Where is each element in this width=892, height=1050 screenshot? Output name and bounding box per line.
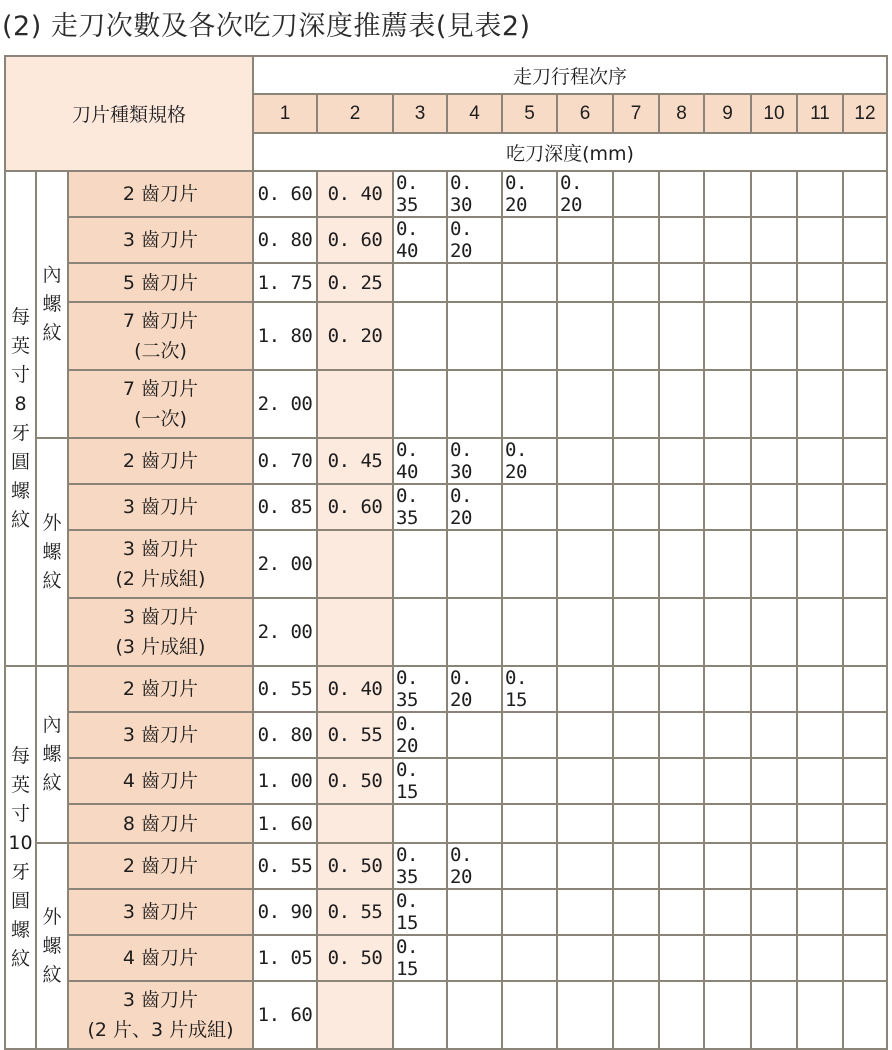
depth-value-pass-4: 0. 20 (447, 666, 502, 712)
subgroup-label: 內 螺 紋 (36, 171, 68, 438)
depth-value-pass-10 (751, 758, 797, 804)
group-label: 每 英 寸 10 牙 圓 螺 紋 (5, 666, 36, 1049)
blade-type: 3 齒刀片 (68, 889, 253, 935)
depth-value-pass-10 (751, 302, 797, 370)
depth-value-pass-3: 0. 40 (393, 217, 447, 263)
depth-value-pass-1: 0. 85 (253, 484, 317, 530)
depth-value-pass-1: 2. 00 (253, 598, 317, 666)
table-row (5, 758, 887, 804)
depth-value-pass-3: 0. 15 (393, 935, 447, 981)
depth-value-pass-12 (843, 758, 887, 804)
depth-value-pass-2: 0. 50 (317, 935, 393, 981)
depth-value-pass-11 (797, 530, 843, 598)
depth-value-pass-3: 0. 20 (393, 712, 447, 758)
depth-value-pass-9 (704, 758, 751, 804)
pass-number-5: 5 (502, 94, 557, 133)
depth-value-pass-3: 0. 35 (393, 171, 447, 217)
table-row (5, 530, 887, 598)
depth-value-pass-12 (843, 370, 887, 438)
depth-value-pass-3: 0. 35 (393, 484, 447, 530)
depth-value-pass-3: 0. 35 (393, 843, 447, 889)
table-row (5, 712, 887, 758)
depth-value-pass-9 (704, 935, 751, 981)
depth-value-pass-11 (797, 843, 843, 889)
depth-value-pass-9 (704, 530, 751, 598)
depth-value-pass-8 (659, 935, 704, 981)
depth-value-pass-10 (751, 217, 797, 263)
depth-value-pass-12 (843, 171, 887, 217)
blade-type: 7 齒刀片 (二次) (68, 302, 253, 370)
depth-value-pass-7 (613, 712, 659, 758)
depth-value-pass-8 (659, 598, 704, 666)
depth-value-pass-2: 0. 50 (317, 843, 393, 889)
depth-value-pass-10 (751, 438, 797, 484)
depth-value-pass-10 (751, 530, 797, 598)
depth-value-pass-12 (843, 804, 887, 843)
depth-value-pass-5 (502, 758, 557, 804)
depth-value-pass-6 (557, 302, 613, 370)
depth-value-pass-7 (613, 302, 659, 370)
depth-value-pass-9 (704, 666, 751, 712)
table-row (5, 438, 887, 484)
depth-value-pass-6 (557, 217, 613, 263)
depth-value-pass-9 (704, 302, 751, 370)
pass-number-10: 10 (751, 94, 797, 133)
table-row (5, 843, 887, 889)
depth-value-pass-1: 1. 60 (253, 981, 317, 1049)
header-depth-label: 吃刀深度(mm) (253, 133, 887, 171)
depth-value-pass-3 (393, 530, 447, 598)
depth-value-pass-5 (502, 843, 557, 889)
depth-value-pass-8 (659, 171, 704, 217)
depth-value-pass-1: 0. 60 (253, 171, 317, 217)
depth-value-pass-3: 0. 40 (393, 438, 447, 484)
depth-value-pass-8 (659, 981, 704, 1049)
blade-type: 3 齒刀片 (2 片、3 片成組) (68, 981, 253, 1049)
depth-value-pass-10 (751, 981, 797, 1049)
depth-value-pass-12 (843, 889, 887, 935)
depth-value-pass-11 (797, 804, 843, 843)
depth-value-pass-1: 1. 00 (253, 758, 317, 804)
depth-value-pass-7 (613, 666, 659, 712)
depth-value-pass-5 (502, 484, 557, 530)
table-row (5, 935, 887, 981)
cutting-depth-table (4, 55, 888, 1050)
pass-number-3: 3 (393, 94, 447, 133)
blade-type: 3 齒刀片 (3 片成組) (68, 598, 253, 666)
depth-value-pass-12 (843, 302, 887, 370)
subgroup-label: 外 螺 紋 (36, 438, 68, 666)
depth-value-pass-5 (502, 712, 557, 758)
blade-type: 3 齒刀片 (2 片成組) (68, 530, 253, 598)
table-row (5, 263, 887, 302)
depth-value-pass-9 (704, 889, 751, 935)
depth-value-pass-7 (613, 758, 659, 804)
depth-value-pass-4 (447, 598, 502, 666)
depth-value-pass-11 (797, 370, 843, 438)
depth-value-pass-8 (659, 530, 704, 598)
depth-value-pass-6 (557, 804, 613, 843)
depth-value-pass-10 (751, 843, 797, 889)
depth-value-pass-4 (447, 981, 502, 1049)
depth-value-pass-11 (797, 889, 843, 935)
table-row (5, 484, 887, 530)
depth-value-pass-5: 0. 20 (502, 171, 557, 217)
page-title: (2) 走刀次數及各次吃刀深度推薦表(見表2) (2, 11, 531, 42)
table-row (5, 666, 887, 712)
depth-value-pass-4 (447, 263, 502, 302)
table-row (5, 804, 887, 843)
blade-type: 2 齒刀片 (68, 843, 253, 889)
depth-value-pass-7 (613, 981, 659, 1049)
depth-value-pass-10 (751, 370, 797, 438)
pass-number-6: 6 (557, 94, 613, 133)
depth-value-pass-6 (557, 935, 613, 981)
depth-value-pass-9 (704, 712, 751, 758)
depth-value-pass-1: 0. 80 (253, 712, 317, 758)
pass-number-9: 9 (704, 94, 751, 133)
depth-value-pass-7 (613, 484, 659, 530)
depth-value-pass-2 (317, 981, 393, 1049)
depth-value-pass-4 (447, 712, 502, 758)
depth-value-pass-10 (751, 804, 797, 843)
header-spec-label: 刀片種類規格 (5, 56, 253, 171)
depth-value-pass-11 (797, 484, 843, 530)
depth-value-pass-7 (613, 171, 659, 217)
depth-value-pass-11 (797, 263, 843, 302)
blade-type: 2 齒刀片 (68, 666, 253, 712)
depth-value-pass-5 (502, 889, 557, 935)
depth-value-pass-5 (502, 217, 557, 263)
depth-value-pass-6 (557, 263, 613, 302)
depth-value-pass-7 (613, 889, 659, 935)
depth-value-pass-8 (659, 370, 704, 438)
depth-value-pass-1: 1. 05 (253, 935, 317, 981)
depth-value-pass-1: 1. 80 (253, 302, 317, 370)
table-row (5, 217, 887, 263)
depth-value-pass-6 (557, 981, 613, 1049)
depth-value-pass-2: 0. 60 (317, 484, 393, 530)
blade-type: 4 齒刀片 (68, 935, 253, 981)
depth-value-pass-12 (843, 598, 887, 666)
depth-value-pass-10 (751, 889, 797, 935)
depth-value-pass-12 (843, 438, 887, 484)
blade-type: 3 齒刀片 (68, 217, 253, 263)
depth-value-pass-7 (613, 370, 659, 438)
depth-value-pass-8 (659, 484, 704, 530)
depth-value-pass-4 (447, 758, 502, 804)
depth-value-pass-2: 0. 50 (317, 758, 393, 804)
depth-value-pass-2: 0. 55 (317, 712, 393, 758)
blade-type: 8 齒刀片 (68, 804, 253, 843)
depth-value-pass-12 (843, 484, 887, 530)
depth-value-pass-10 (751, 666, 797, 712)
depth-value-pass-12 (843, 530, 887, 598)
depth-value-pass-11 (797, 217, 843, 263)
depth-value-pass-12 (843, 217, 887, 263)
depth-value-pass-9 (704, 171, 751, 217)
depth-value-pass-8 (659, 302, 704, 370)
blade-type: 3 齒刀片 (68, 484, 253, 530)
depth-value-pass-9 (704, 598, 751, 666)
depth-value-pass-11 (797, 438, 843, 484)
depth-value-pass-9 (704, 843, 751, 889)
depth-value-pass-1: 0. 90 (253, 889, 317, 935)
table-row (5, 370, 887, 438)
depth-value-pass-11 (797, 666, 843, 712)
depth-value-pass-12 (843, 843, 887, 889)
depth-value-pass-10 (751, 598, 797, 666)
table-row (5, 981, 887, 1049)
depth-value-pass-4: 0. 20 (447, 217, 502, 263)
blade-type: 4 齒刀片 (68, 758, 253, 804)
subgroup-label: 外 螺 紋 (36, 843, 68, 1049)
pass-number-7: 7 (613, 94, 659, 133)
depth-value-pass-8 (659, 804, 704, 843)
depth-value-pass-5 (502, 370, 557, 438)
depth-value-pass-3 (393, 263, 447, 302)
depth-value-pass-11 (797, 935, 843, 981)
depth-value-pass-1: 0. 80 (253, 217, 317, 263)
depth-value-pass-8 (659, 438, 704, 484)
table-row (5, 889, 887, 935)
depth-value-pass-2: 0. 45 (317, 438, 393, 484)
depth-value-pass-8 (659, 712, 704, 758)
depth-value-pass-9 (704, 263, 751, 302)
depth-value-pass-1: 0. 70 (253, 438, 317, 484)
depth-value-pass-3 (393, 598, 447, 666)
depth-value-pass-6 (557, 666, 613, 712)
depth-value-pass-1: 2. 00 (253, 530, 317, 598)
depth-value-pass-9 (704, 370, 751, 438)
depth-value-pass-5 (502, 935, 557, 981)
depth-value-pass-10 (751, 171, 797, 217)
depth-value-pass-10 (751, 263, 797, 302)
depth-value-pass-8 (659, 758, 704, 804)
depth-value-pass-7 (613, 263, 659, 302)
depth-value-pass-10 (751, 712, 797, 758)
depth-value-pass-4: 0. 20 (447, 843, 502, 889)
depth-value-pass-3: 0. 35 (393, 666, 447, 712)
depth-value-pass-6 (557, 712, 613, 758)
depth-value-pass-5 (502, 598, 557, 666)
depth-value-pass-9 (704, 981, 751, 1049)
table-row (5, 598, 887, 666)
depth-value-pass-9 (704, 804, 751, 843)
depth-value-pass-4 (447, 302, 502, 370)
depth-value-pass-1: 1. 75 (253, 263, 317, 302)
pass-number-2: 2 (317, 94, 393, 133)
depth-value-pass-11 (797, 981, 843, 1049)
table-row (5, 302, 887, 370)
pass-number-1: 1 (253, 94, 317, 133)
group-label: 每 英 寸 8 牙 圓 螺 紋 (5, 171, 36, 666)
depth-value-pass-2: 0. 40 (317, 666, 393, 712)
depth-value-pass-1: 2. 00 (253, 370, 317, 438)
depth-value-pass-8 (659, 889, 704, 935)
depth-value-pass-2 (317, 598, 393, 666)
pass-number-11: 11 (797, 94, 843, 133)
pass-number-4: 4 (447, 94, 502, 133)
depth-value-pass-7 (613, 935, 659, 981)
subgroup-label: 內 螺 紋 (36, 666, 68, 843)
depth-value-pass-2: 0. 60 (317, 217, 393, 263)
depth-value-pass-12 (843, 712, 887, 758)
depth-value-pass-7 (613, 438, 659, 484)
depth-value-pass-4 (447, 370, 502, 438)
depth-value-pass-9 (704, 484, 751, 530)
depth-value-pass-9 (704, 217, 751, 263)
depth-value-pass-5: 0. 15 (502, 666, 557, 712)
depth-value-pass-3: 0. 15 (393, 889, 447, 935)
depth-value-pass-12 (843, 935, 887, 981)
depth-value-pass-11 (797, 758, 843, 804)
depth-value-pass-12 (843, 263, 887, 302)
depth-value-pass-4 (447, 935, 502, 981)
depth-value-pass-7 (613, 598, 659, 666)
depth-value-pass-2: 0. 20 (317, 302, 393, 370)
depth-value-pass-3 (393, 370, 447, 438)
depth-value-pass-3 (393, 981, 447, 1049)
pass-number-8: 8 (659, 94, 704, 133)
depth-value-pass-6 (557, 438, 613, 484)
blade-type: 3 齒刀片 (68, 712, 253, 758)
depth-value-pass-2: 0. 25 (317, 263, 393, 302)
depth-value-pass-3 (393, 804, 447, 843)
depth-value-pass-4 (447, 889, 502, 935)
depth-value-pass-12 (843, 666, 887, 712)
depth-value-pass-10 (751, 484, 797, 530)
depth-value-pass-6 (557, 530, 613, 598)
pass-number-12: 12 (843, 94, 887, 133)
depth-value-pass-6 (557, 889, 613, 935)
depth-value-pass-11 (797, 712, 843, 758)
depth-value-pass-5: 0. 20 (502, 438, 557, 484)
depth-value-pass-8 (659, 843, 704, 889)
depth-value-pass-6 (557, 598, 613, 666)
depth-value-pass-8 (659, 666, 704, 712)
header-pass-sequence: 走刀行程次序 (253, 56, 887, 94)
depth-value-pass-2: 0. 40 (317, 171, 393, 217)
depth-value-pass-6: 0. 20 (557, 171, 613, 217)
depth-value-pass-4 (447, 804, 502, 843)
depth-value-pass-9 (704, 438, 751, 484)
depth-value-pass-12 (843, 981, 887, 1049)
depth-value-pass-1: 1. 60 (253, 804, 317, 843)
blade-type: 5 齒刀片 (68, 263, 253, 302)
depth-value-pass-5 (502, 530, 557, 598)
depth-value-pass-2 (317, 370, 393, 438)
depth-value-pass-6 (557, 484, 613, 530)
blade-type: 2 齒刀片 (68, 171, 253, 217)
depth-value-pass-11 (797, 598, 843, 666)
depth-value-pass-7 (613, 843, 659, 889)
depth-value-pass-5 (502, 804, 557, 843)
depth-value-pass-2 (317, 804, 393, 843)
depth-value-pass-4: 0. 20 (447, 484, 502, 530)
depth-value-pass-3 (393, 302, 447, 370)
depth-value-pass-11 (797, 171, 843, 217)
depth-value-pass-6 (557, 370, 613, 438)
blade-type: 2 齒刀片 (68, 438, 253, 484)
depth-value-pass-7 (613, 217, 659, 263)
header-row-sequence (5, 56, 887, 94)
depth-value-pass-7 (613, 804, 659, 843)
depth-value-pass-10 (751, 935, 797, 981)
depth-value-pass-3: 0. 15 (393, 758, 447, 804)
depth-value-pass-7 (613, 530, 659, 598)
depth-value-pass-1: 0. 55 (253, 666, 317, 712)
depth-value-pass-8 (659, 217, 704, 263)
depth-value-pass-5 (502, 302, 557, 370)
table-row (5, 171, 887, 217)
blade-type: 7 齒刀片 (一次) (68, 370, 253, 438)
depth-value-pass-4: 0. 30 (447, 171, 502, 217)
depth-value-pass-8 (659, 263, 704, 302)
depth-value-pass-5 (502, 263, 557, 302)
depth-value-pass-2 (317, 530, 393, 598)
depth-value-pass-6 (557, 758, 613, 804)
depth-value-pass-4: 0. 30 (447, 438, 502, 484)
depth-value-pass-4 (447, 530, 502, 598)
depth-value-pass-5 (502, 981, 557, 1049)
depth-value-pass-11 (797, 302, 843, 370)
depth-value-pass-1: 0. 55 (253, 843, 317, 889)
depth-value-pass-6 (557, 843, 613, 889)
depth-value-pass-2: 0. 55 (317, 889, 393, 935)
